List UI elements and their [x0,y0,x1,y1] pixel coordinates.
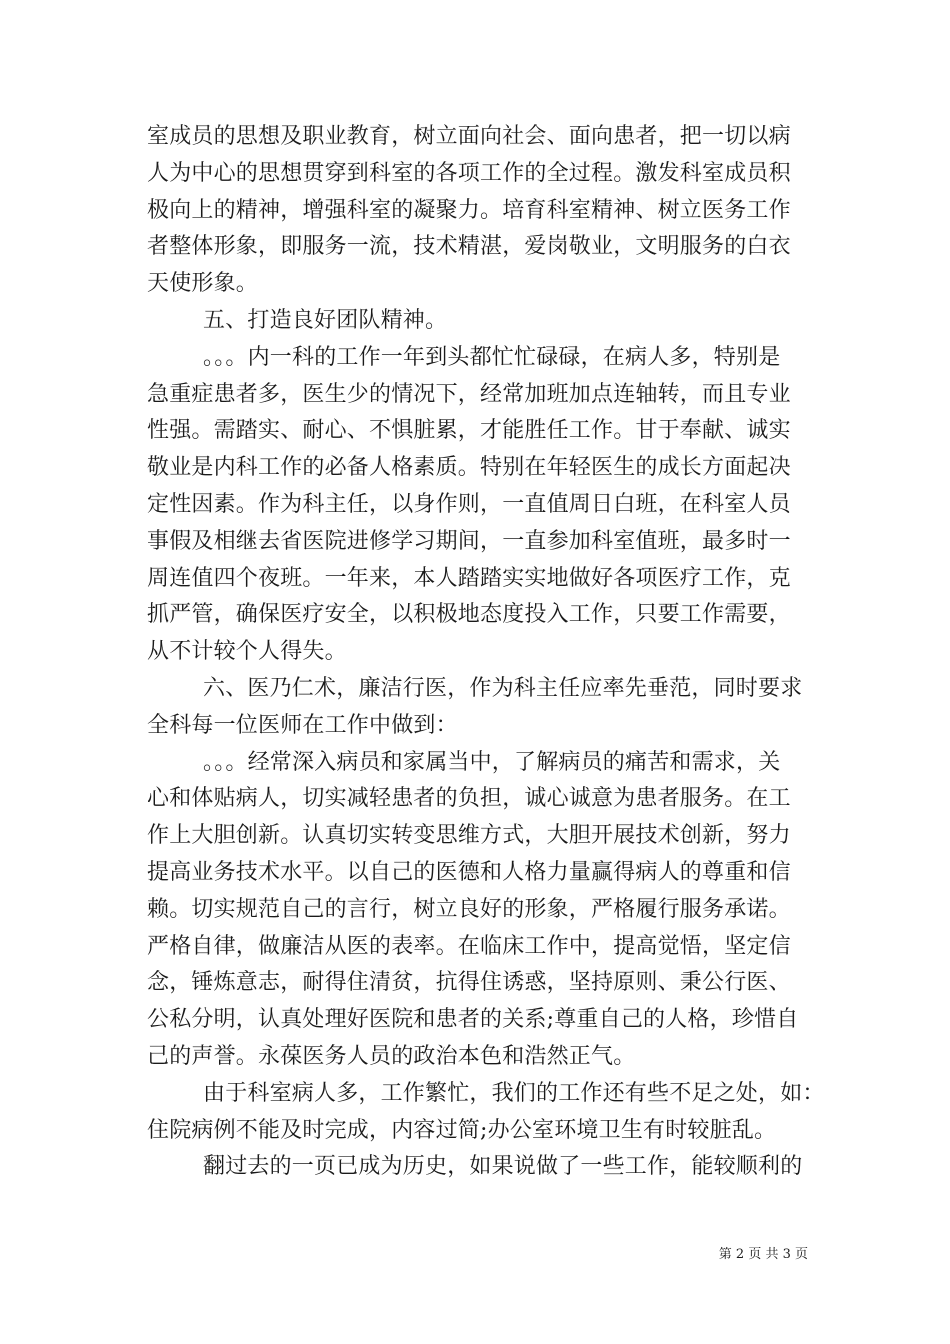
section-heading: 六、医乃仁术，廉洁行医，作为科主任应率先垂范，同时要求 [203,675,803,701]
text-line: 提高业务技术水平。以自己的医德和人格力量赢得病人的尊重和信 [147,859,791,885]
text-line: 翻过去的一页已成为历史，如果说做了一些工作，能较顺利的 [203,1154,803,1180]
text-line: 从不计较个人得失。 [147,639,347,665]
text-line: 抓严管，确保医疗安全，以积极地态度投入工作，只要工作需要， [147,602,791,628]
text-line: 作上大胆创新。认真切实转变思维方式，大胆开展技术创新，努力 [147,823,791,849]
text-line: 极向上的精神，增强科室的凝聚力。培育科室精神、树立医务工作 [147,197,791,223]
text-line: 念，锤炼意志，耐得住清贫，抗得住诱惑，坚持原则、秉公行医、 [147,970,791,996]
text-line: 。。。内一科的工作一年到头都忙忙碌碌，在病人多，特别是 [203,344,781,370]
text-line: 定性因素。作为科主任，以身作则，一直值周日白班，在科室人员 [147,491,791,517]
text-line: 敬业是内科工作的必备人格素质。特别在年轻医生的成长方面起决 [147,455,791,481]
text-line: 己的声誉。永葆医务人员的政治本色和浩然正气。 [147,1043,636,1069]
text-line: 周连值四个夜班。一年来，本人踏踏实实地做好各项医疗工作，克 [147,565,791,591]
text-line: 急重症患者多，医生少的情况下，经常加班加点连轴转，而且专业 [147,381,791,407]
text-line: 住院病例不能及时完成，内容过简;办公室环境卫生有时较脏乱。 [147,1117,777,1143]
text-line: 严格自律，做廉洁从医的表率。在临床工作中，提高觉悟，坚定信 [147,933,791,959]
text-line: 事假及相继去省医院进修学习期间，一直参加科室值班，最多时一 [147,528,791,554]
page-number-footer: 第 2 页 共 3 页 [718,1247,808,1262]
text-line: 心和体贴病人，切实减轻患者的负担，诚心诚意为患者服务。在工 [147,786,791,812]
text-line: 赖。切实规范自己的言行，树立良好的形象，严格履行服务承诺。 [147,896,791,922]
text-line: 由于科室病人多，工作繁忙，我们的工作还有些不足之处，如： [203,1080,825,1106]
text-line: 公私分明，认真处理好医院和患者的关系;尊重自己的人格，珍惜自 [147,1007,799,1033]
text-line: 全科每一位医师在工作中做到： [147,712,458,738]
text-line: 者整体形象，即服务一流，技术精湛，爱岗敬业，文明服务的白衣 [147,234,791,260]
body-text [147,119,825,1186]
text-line: 性强。需踏实、耐心、不惧脏累，才能胜任工作。甘于奉献、诚实 [147,418,791,444]
text-line: 人为中心的思想贯穿到科室的各项工作的全过程。激发科室成员积 [147,160,791,186]
section-heading: 五、打造良好团队精神。 [203,307,448,333]
text-line: 室成员的思想及职业教育，树立面向社会、面向患者，把一切以病 [147,124,791,149]
text-line: 。。。经常深入病员和家属当中，了解病员的痛苦和需求，关 [203,749,781,775]
text-line: 天使形象。 [147,271,259,297]
